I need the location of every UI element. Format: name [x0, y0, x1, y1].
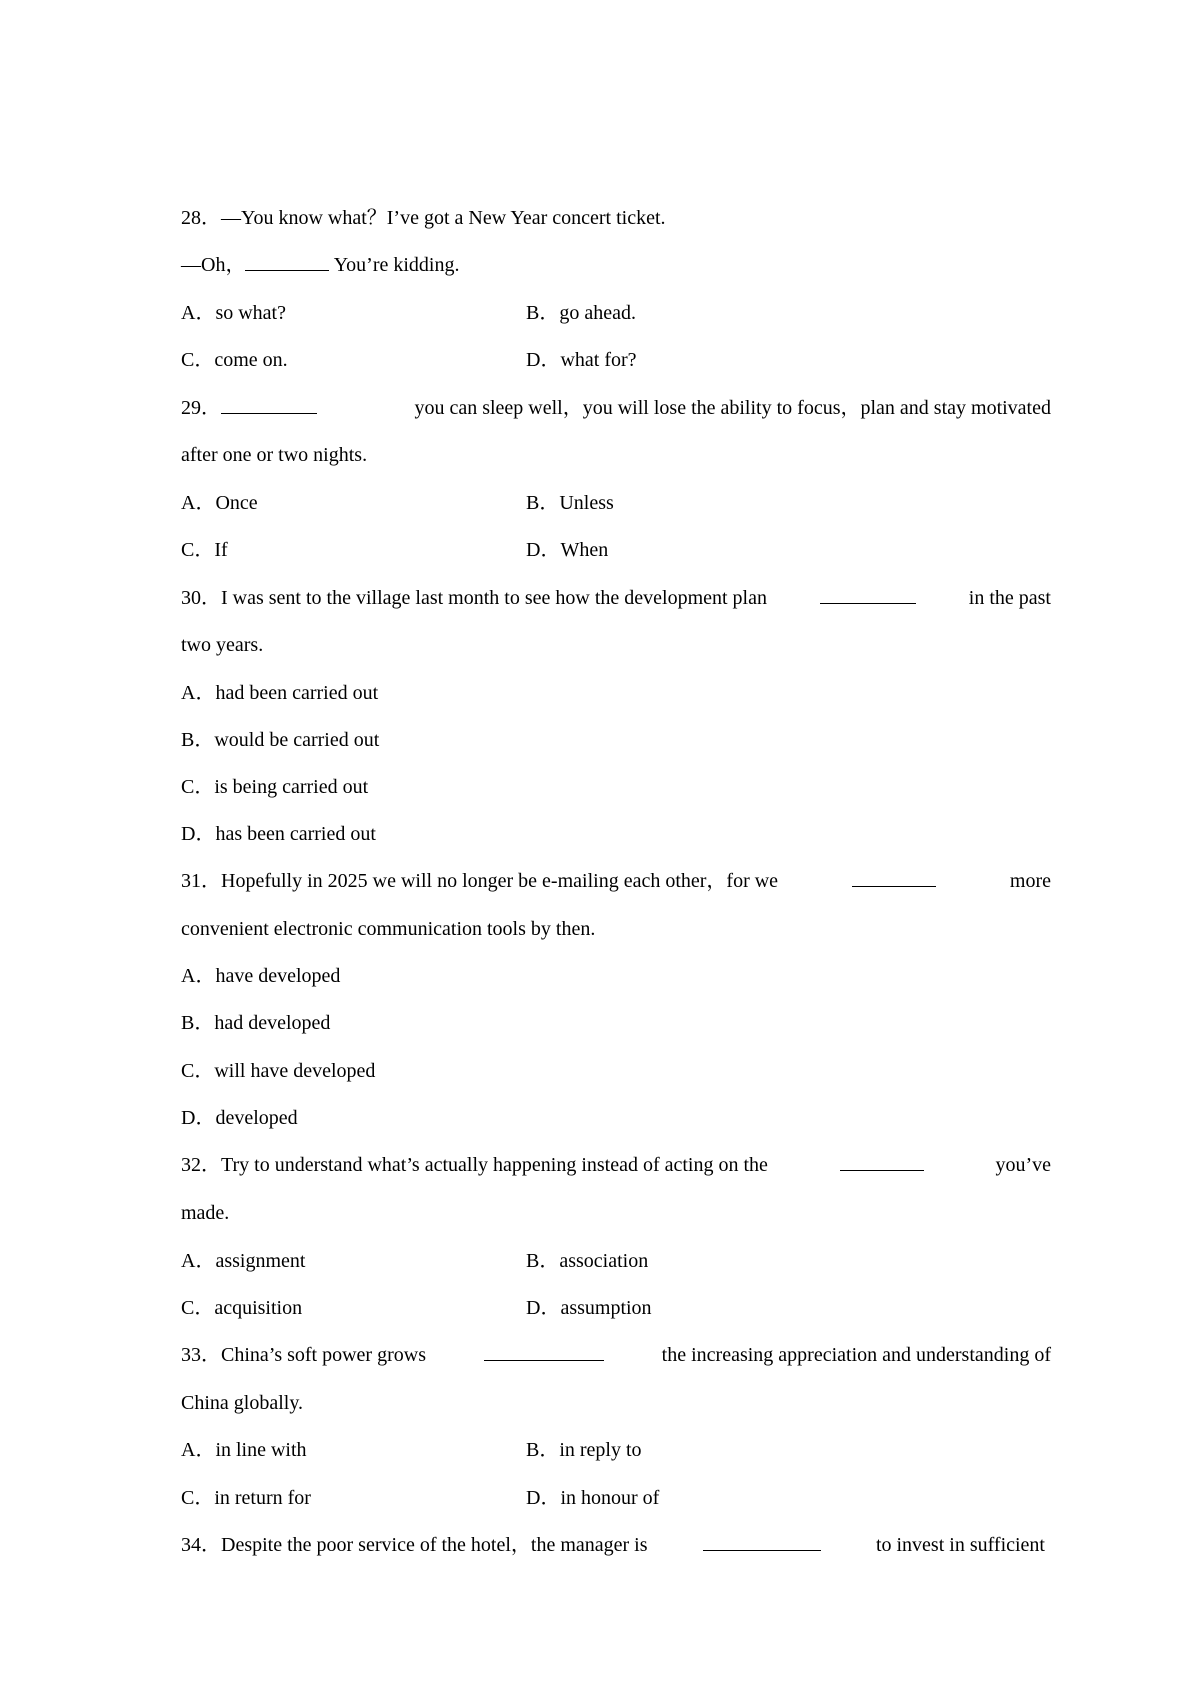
- question-32-stem: [181, 1152, 1051, 1178]
- question-32-option-d: D．assumption: [526, 1297, 652, 1319]
- question-31-option-c: C．will have developed: [181, 1060, 376, 1082]
- question-33-option-a: A．in line with: [181, 1439, 307, 1461]
- question-31-option-d: D．developed: [181, 1107, 298, 1129]
- question-28-option-c: C．come on.: [181, 349, 288, 371]
- answer-blank: [221, 395, 317, 414]
- answer-blank: [245, 252, 329, 271]
- dialogue-prefix: —Oh，: [181, 254, 246, 276]
- question-28-option-b: B．go ahead.: [526, 302, 636, 324]
- question-28-dialogue: [181, 252, 1051, 278]
- question-29-option-b: B．Unless: [526, 492, 614, 514]
- question-31-option-a: A．have developed: [181, 965, 341, 987]
- question-29-option-d: D．When: [526, 539, 609, 561]
- answer-blank: [703, 1532, 821, 1551]
- question-28-option-d: D．what for?: [526, 349, 637, 371]
- question-33-option-b: B．in reply to: [526, 1439, 642, 1461]
- stem-start: 32．Try to understand what’s actually happening instead of acting on the: [181, 1154, 768, 1176]
- answer-blank: [484, 1342, 604, 1361]
- question-32-option-a: A．assignment: [181, 1250, 306, 1272]
- stem-start: 33．China’s soft power grows: [181, 1344, 426, 1366]
- stem-end: more: [1009, 870, 1051, 892]
- answer-blank: [820, 585, 916, 604]
- question-30-stem: [181, 585, 1051, 611]
- question-29-stem: [181, 395, 1051, 421]
- stem-end: the increasing appreciation and understanding of: [661, 1344, 1051, 1366]
- question-30-stem-cont: two years.: [181, 634, 264, 656]
- dialogue-suffix: You’re kidding.: [329, 254, 460, 276]
- question-33-stem: [181, 1342, 1051, 1368]
- stem-start: 34．Despite the poor service of the hotel，the manager is: [181, 1534, 648, 1556]
- question-31-stem: [181, 868, 1051, 894]
- question-28-option-a: A．so what?: [181, 302, 286, 324]
- answer-blank: [852, 868, 936, 887]
- question-28-stem: 28．—You know what？I’ve got a New Year concert ticket.: [181, 207, 666, 229]
- stem-end: you’ve: [995, 1154, 1051, 1176]
- question-29-option-c: C．If: [181, 539, 228, 561]
- question-30-option-c: C．is being carried out: [181, 776, 369, 798]
- question-32-option-b: B．association: [526, 1250, 649, 1272]
- question-30-option-d: D．has been carried out: [181, 823, 376, 845]
- question-32-stem-cont: made.: [181, 1202, 230, 1224]
- stem-start: [181, 395, 317, 421]
- question-31-stem-cont: convenient electronic communication tools by then.: [181, 918, 596, 940]
- question-29-option-a: A．Once: [181, 492, 258, 514]
- answer-blank: [840, 1152, 924, 1171]
- stem-end: in the past: [968, 587, 1051, 609]
- stem-start: 30．I was sent to the village last month to see how the development plan: [181, 587, 767, 609]
- stem-start: 31．Hopefully in 2025 we will no longer be e-mailing each other，for we: [181, 870, 779, 892]
- stem-end: you can sleep well，you will lose the ability to focus，plan and stay motivated: [414, 397, 1051, 419]
- question-34-stem: [181, 1532, 1045, 1558]
- question-33-option-c: C．in return for: [181, 1487, 311, 1509]
- question-number: 29．: [181, 397, 221, 419]
- question-30-option-b: B．would be carried out: [181, 729, 380, 751]
- question-33-stem-cont: China globally.: [181, 1392, 304, 1414]
- question-32-option-c: C．acquisition: [181, 1297, 303, 1319]
- question-30-option-a: A．had been carried out: [181, 682, 379, 704]
- stem-end: to invest in sufficient: [875, 1534, 1045, 1556]
- question-31-option-b: B．had developed: [181, 1012, 331, 1034]
- question-29-stem-cont: after one or two nights.: [181, 444, 368, 466]
- question-33-option-d: D．in honour of: [526, 1487, 660, 1509]
